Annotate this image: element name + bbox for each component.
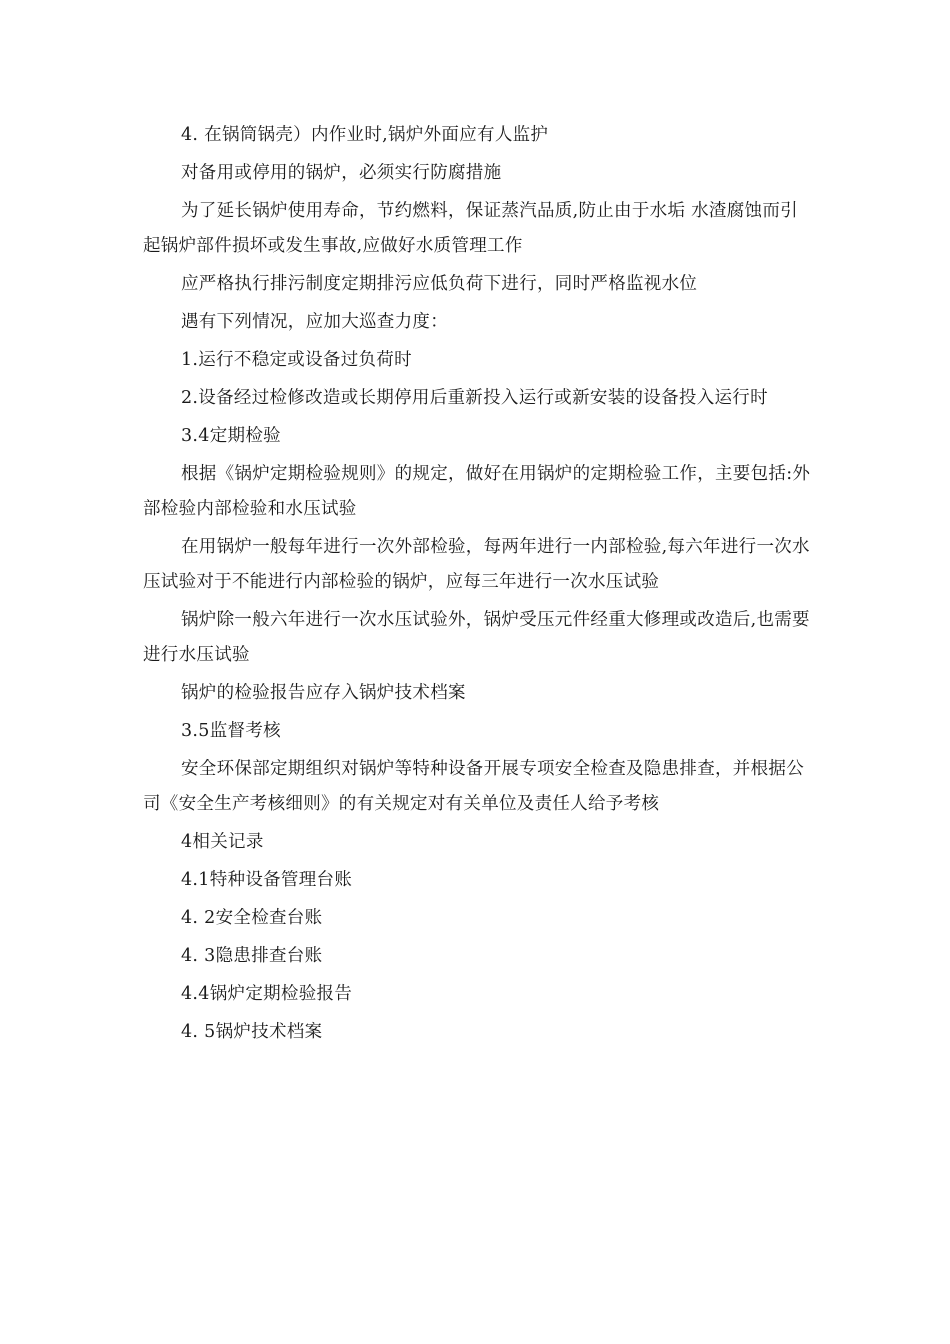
section-heading: 3.4定期检验: [181, 426, 281, 446]
paragraph: 应严格执行排污制度定期排污应低负荷下进行，同时严格监视水位: [181, 274, 698, 294]
list-item: 4. 5锅炉技术档案: [181, 1022, 323, 1042]
paragraph: 遇有下列情况，应加大巡查力度：: [181, 312, 448, 332]
paragraph: 对备用或停用的锅炉，必须实行防腐措施: [181, 163, 502, 183]
section-heading: 3.5监督考核: [181, 721, 281, 741]
paragraph: 1.运行不稳定或设备过负荷时: [181, 350, 412, 370]
paragraph: 根据《锅炉定期检验规则》的规定，做好在用锅炉的定期检验工作，主要包括:外部检验内部检验和水压试验: [143, 464, 811, 519]
list-item: 4. 2安全检查台账: [181, 908, 323, 928]
paragraph: 锅炉除一般六年进行一次水压试验外，锅炉受压元件经重大修理或改造后,也需要进行水压试验: [143, 610, 810, 665]
paragraph: 为了延长锅炉使用寿命，节约燃料，保证蒸汽品质,防止由于水垢 水渣腐蚀而引起锅炉部件损坏或发生事故,应做好水质管理工作: [143, 201, 798, 256]
list-item: 4.4锅炉定期检验报告: [181, 984, 353, 1004]
section-heading: 4相关记录: [181, 832, 264, 852]
paragraph: 2.设备经过检修改造或长期停用后重新投入运行或新安装的设备投入运行时: [181, 388, 768, 408]
document-body: [143, 118, 815, 1053]
paragraph: 安全环保部定期组织对锅炉等特种设备开展专项安全检查及隐患排查，并根据公司《安全生产考核细则》的有关规定对有关单位及责任人给予考核: [143, 759, 804, 814]
paragraph: 锅炉的检验报告应存入锅炉技术档案: [181, 683, 466, 703]
paragraph: 在用锅炉一般每年进行一次外部检验，每两年进行一内部检验,每六年进行一次水压试验对于不能进行内部检验的锅炉，应每三年进行一次水压试验: [143, 537, 810, 592]
list-item: 4. 3隐患排查台账: [181, 946, 323, 966]
list-item: 4.1特种设备管理台账: [181, 870, 353, 890]
paragraph: 4. 在锅筒锅壳）内作业时,锅炉外面应有人监护: [181, 125, 549, 145]
